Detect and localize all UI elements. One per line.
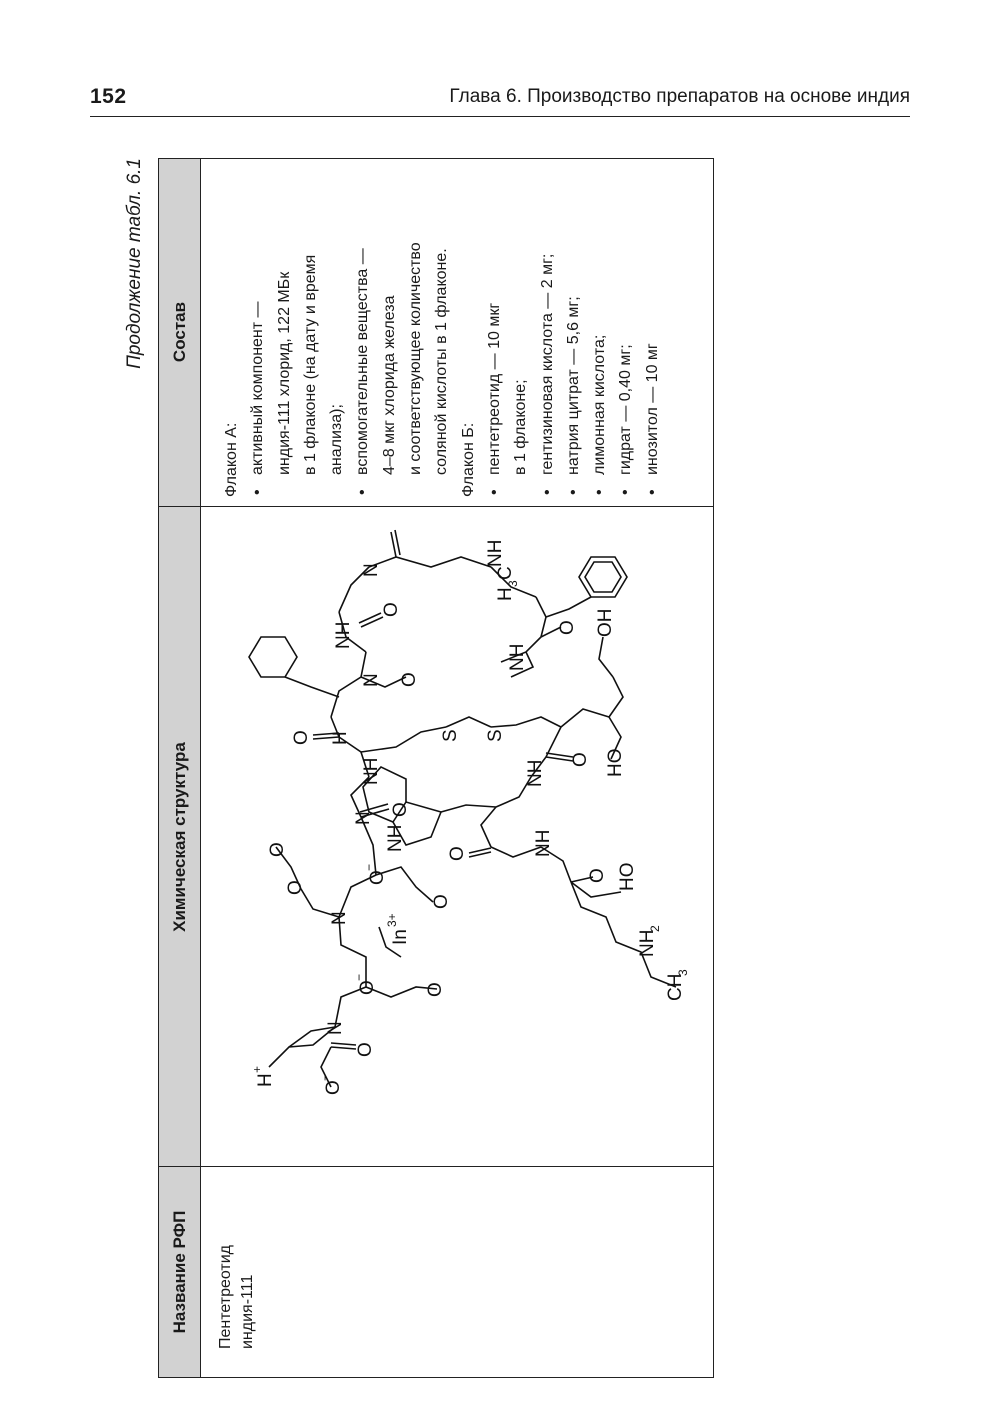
page-number: 152: [90, 85, 127, 108]
header-rule: [90, 116, 910, 117]
table-caption: Продолжение табл. 6.1: [124, 158, 145, 369]
atom-h-plus: H: [255, 1073, 276, 1087]
atom-nh: NH: [525, 759, 546, 787]
composition-line: Флакон А:: [223, 422, 240, 497]
composition-line: в 1 флаконе;: [512, 379, 530, 475]
column-header-structure: Химическая структура: [170, 742, 189, 932]
column-header-name: Название РФП: [170, 1210, 189, 1334]
atom-nh: NH: [485, 539, 506, 567]
atom-o: O: [291, 730, 312, 745]
atom-o-minus: O: [367, 870, 388, 885]
composition-table: [158, 158, 714, 1378]
atom-o: O: [285, 880, 306, 895]
drug-name: [215, 1209, 259, 1349]
atom-nh2-sub: 2: [648, 925, 662, 932]
composition-bullet: • лимонная кислота;: [587, 137, 613, 497]
atom-o: O: [399, 672, 420, 687]
atom-h: H: [330, 731, 351, 745]
drug-name-line: Пентетреотид: [217, 1244, 234, 1349]
composition-bullet: • гидрат — 0,40 мг;: [613, 137, 639, 497]
atom-n: N: [361, 673, 382, 687]
composition-bullet: • натрия цитрат — 5,6 мг;: [561, 137, 587, 497]
atom-ch3-sub: 3: [676, 969, 690, 976]
atom-charge: −: [362, 863, 376, 871]
atom-nh: NH: [333, 621, 354, 649]
composition-line: анализа);: [328, 404, 346, 475]
atom-o-minus: O: [323, 1080, 344, 1095]
atom-in: In: [390, 929, 411, 945]
composition-list: [219, 137, 666, 497]
table-header-row: [159, 159, 201, 1377]
composition-line: индия-111 хлорид, 122 МБк: [275, 271, 293, 475]
atom-o: O: [557, 620, 578, 635]
atom-o: O: [390, 802, 411, 817]
structure-atoms: [250, 540, 690, 1095]
atom-s: S: [485, 729, 506, 742]
composition-bullet: • гентизиновая кислота — 2 мг;: [535, 137, 561, 497]
column-divider: [159, 506, 713, 507]
atom-charge: +: [250, 1065, 264, 1073]
chemical-structure: [201, 509, 713, 1157]
atom-h3c-c: C: [495, 566, 516, 580]
atom-nh2: NH: [637, 929, 658, 957]
atom-oh: OH: [595, 608, 616, 637]
running-head: Глава 6. Производство препаратов на основе индия: [449, 86, 910, 107]
atom-charge: −: [352, 973, 366, 981]
atom-ho: HO: [617, 862, 638, 891]
atom-n: N: [361, 563, 382, 577]
atom-ch3: CH: [665, 973, 686, 1001]
atom-nh: NH: [507, 643, 528, 671]
atom-nh: NH: [385, 824, 406, 852]
atom-n: N: [325, 1021, 346, 1035]
column-divider: [159, 1166, 713, 1167]
composition-bullet: • инозитол — 10 мг: [640, 137, 666, 497]
atom-nh: NH: [361, 757, 382, 785]
atom-o: O: [381, 602, 402, 617]
atom-ho: HO: [605, 748, 626, 777]
composition-line: Флакон Б:: [459, 422, 477, 497]
atom-charge: 3+: [385, 913, 399, 927]
atom-o-minus: O: [357, 980, 378, 995]
atom-charge: −: [318, 1073, 332, 1081]
composition-bullet: • активный компонент —: [245, 137, 271, 497]
column-header-composition: Состав: [170, 301, 189, 363]
atom-h3c-h: H: [495, 587, 516, 601]
atom-o: O: [267, 842, 288, 857]
atom-h3c-sub: 3: [506, 580, 520, 587]
atom-o: O: [431, 894, 452, 909]
structure-drawing: [201, 509, 713, 1157]
atom-o: O: [587, 868, 608, 883]
atom-n: N: [329, 911, 350, 925]
atom-s: S: [440, 729, 461, 742]
atom-o: O: [447, 846, 468, 861]
composition-line: 4–8 мкг хлорида железа: [380, 295, 398, 475]
composition-line: в 1 флаконе (на дату и время: [301, 254, 319, 475]
composition-bullet: • пентетреотид — 10 мкг: [482, 137, 508, 497]
drug-name-line: индия-111: [239, 1274, 256, 1349]
atom-o: O: [570, 752, 591, 767]
atom-n: N: [353, 811, 374, 825]
atom-nh: NH: [533, 829, 554, 857]
atom-o: O: [355, 1042, 376, 1057]
composition-line: и соответствующее количество: [407, 242, 425, 475]
composition-bullet: • вспомогательные вещества —: [350, 137, 376, 497]
atom-o: O: [425, 982, 446, 997]
composition-line: соляной кислоты в 1 флаконе.: [433, 248, 451, 475]
rotated-table-block: [118, 158, 738, 1378]
